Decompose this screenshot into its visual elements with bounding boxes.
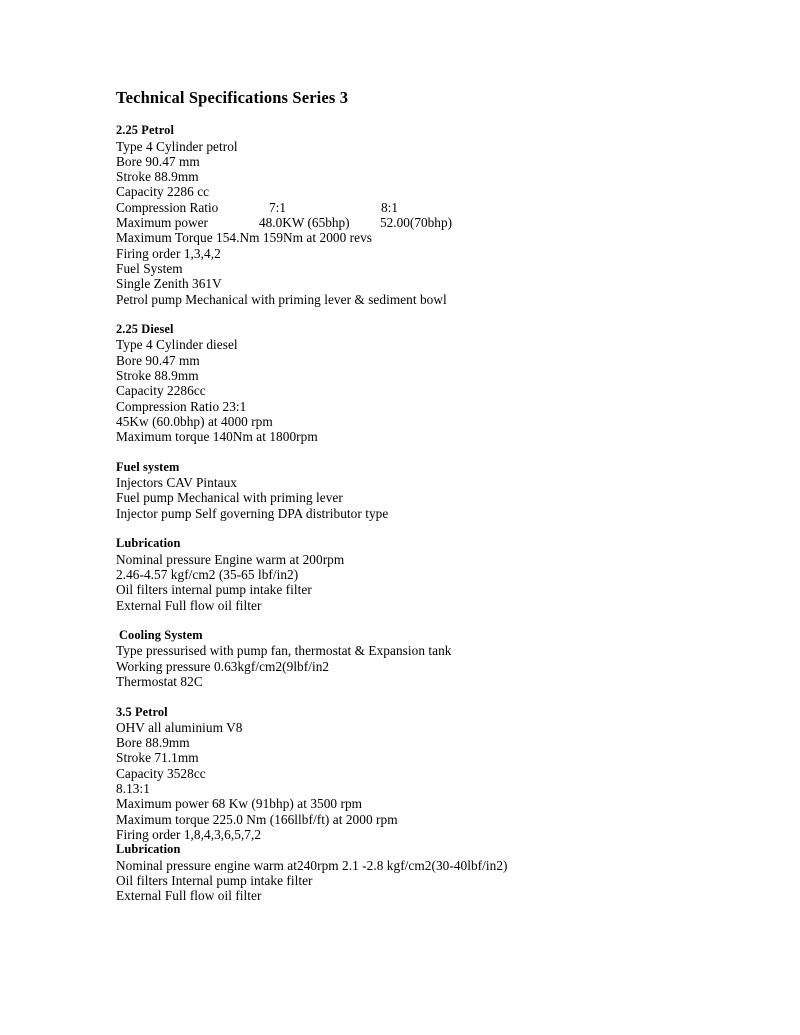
spec-line: Injector pump Self governing DPA distributor type	[116, 505, 389, 521]
spec-cell-a: Maximum power	[116, 215, 208, 231]
spec-line: Maximum power 68 Kw (91bhp) at 3500 rpm	[116, 796, 363, 812]
spec-cell-c: 8:1	[381, 199, 398, 215]
spec-line: Capacity 3528cc	[116, 765, 206, 781]
spec-line: Bore 90.47 mm	[116, 352, 200, 368]
spec-line: Bore 88.9mm	[116, 735, 190, 751]
spec-line: Compression Ratio 23:1	[116, 398, 247, 414]
spec-cell-b: 7:1	[269, 199, 286, 215]
spec-line: Stroke 71.1mm	[116, 750, 199, 766]
section-heading: Cooling System	[119, 628, 203, 643]
section-heading: 3.5 Petrol	[116, 704, 168, 719]
spec-section	[116, 628, 736, 689]
spec-column-row	[116, 200, 736, 215]
spec-line: OHV all aluminium V8	[116, 719, 243, 735]
spec-cell-a: Compression Ratio	[116, 199, 219, 215]
spec-line: 2.46-4.57 kgf/cm2 (35-65 lbf/in2)	[116, 566, 299, 582]
spec-line: Oil filters Internal pump intake filter	[116, 872, 313, 888]
section-spacer	[116, 689, 736, 704]
spec-line: Nominal pressure engine warm at240rpm 2.1 -2.8 kgf/cm2(30-40lbf/in2)	[116, 857, 508, 873]
spec-line: Oil filters internal pump intake filter	[116, 582, 312, 598]
spec-line: Thermostat 82C	[116, 673, 203, 689]
spec-section	[116, 842, 736, 903]
spec-cell-c: 52.00(70bhp)	[380, 215, 453, 231]
page-title: Technical Specifications Series 3	[116, 88, 349, 107]
spec-line: Maximum torque 225.0 Nm (166llbf/ft) at 2000 rpm	[116, 811, 398, 827]
spec-line: Type pressurised with pump fan, thermostat & Expansion tank	[116, 643, 452, 659]
spec-cell-b: 48.0KW (65bhp)	[259, 215, 350, 231]
spec-line: Type 4 Cylinder petrol	[116, 138, 238, 154]
spec-line: Firing order 1,8,4,3,6,5,7,2	[116, 826, 262, 842]
section-spacer	[116, 307, 736, 322]
spec-line: 8.13:1	[116, 781, 150, 797]
spec-line: Injectors CAV Pintaux	[116, 475, 237, 491]
spec-line: Capacity 2286 cc	[116, 184, 210, 200]
spec-line: Stroke 88.9mm	[116, 368, 199, 384]
section-heading: Lubrication	[116, 842, 181, 857]
spec-line: Firing order 1,3,4,2	[116, 245, 221, 261]
spec-line: Type 4 Cylinder diesel	[116, 337, 238, 353]
section-spacer	[116, 613, 736, 628]
section-spacer	[116, 108, 736, 123]
section-heading: Lubrication	[116, 536, 181, 551]
spec-line: 45Kw (60.0bhp) at 4000 rpm	[116, 413, 273, 429]
spec-line: External Full flow oil filter	[116, 597, 262, 613]
spec-section	[116, 322, 736, 444]
document-body	[116, 88, 736, 903]
section-spacer	[116, 521, 736, 536]
spec-line: Working pressure 0.63kgf/cm2(9lbf/in2	[116, 658, 330, 674]
section-spacer	[116, 445, 736, 460]
spec-line: Capacity 2286cc	[116, 383, 206, 399]
section-heading: 2.25 Petrol	[116, 123, 174, 138]
spec-line: Fuel System	[116, 260, 183, 276]
section-heading: 2.25 Diesel	[116, 322, 174, 337]
spec-line: Petrol pump Mechanical with priming lever & sediment bowl	[116, 291, 447, 307]
spec-section	[116, 123, 736, 307]
sections-container	[116, 108, 736, 903]
spec-section	[116, 705, 736, 843]
spec-line: Maximum Torque 154.Nm 159Nm at 2000 revs	[116, 230, 373, 246]
spec-line: Bore 90.47 mm	[116, 153, 200, 169]
spec-line: Fuel pump Mechanical with priming lever	[116, 490, 343, 506]
spec-column-row	[116, 215, 736, 230]
section-heading: Fuel system	[116, 459, 180, 474]
spec-line: Maximum torque 140Nm at 1800rpm	[116, 429, 318, 445]
spec-line: Stroke 88.9mm	[116, 169, 199, 185]
spec-line: Nominal pressure Engine warm at 200rpm	[116, 551, 345, 567]
spec-section	[116, 536, 736, 612]
spec-section	[116, 460, 736, 521]
spec-line: External Full flow oil filter	[116, 888, 262, 904]
spec-line: Single Zenith 361V	[116, 276, 222, 292]
